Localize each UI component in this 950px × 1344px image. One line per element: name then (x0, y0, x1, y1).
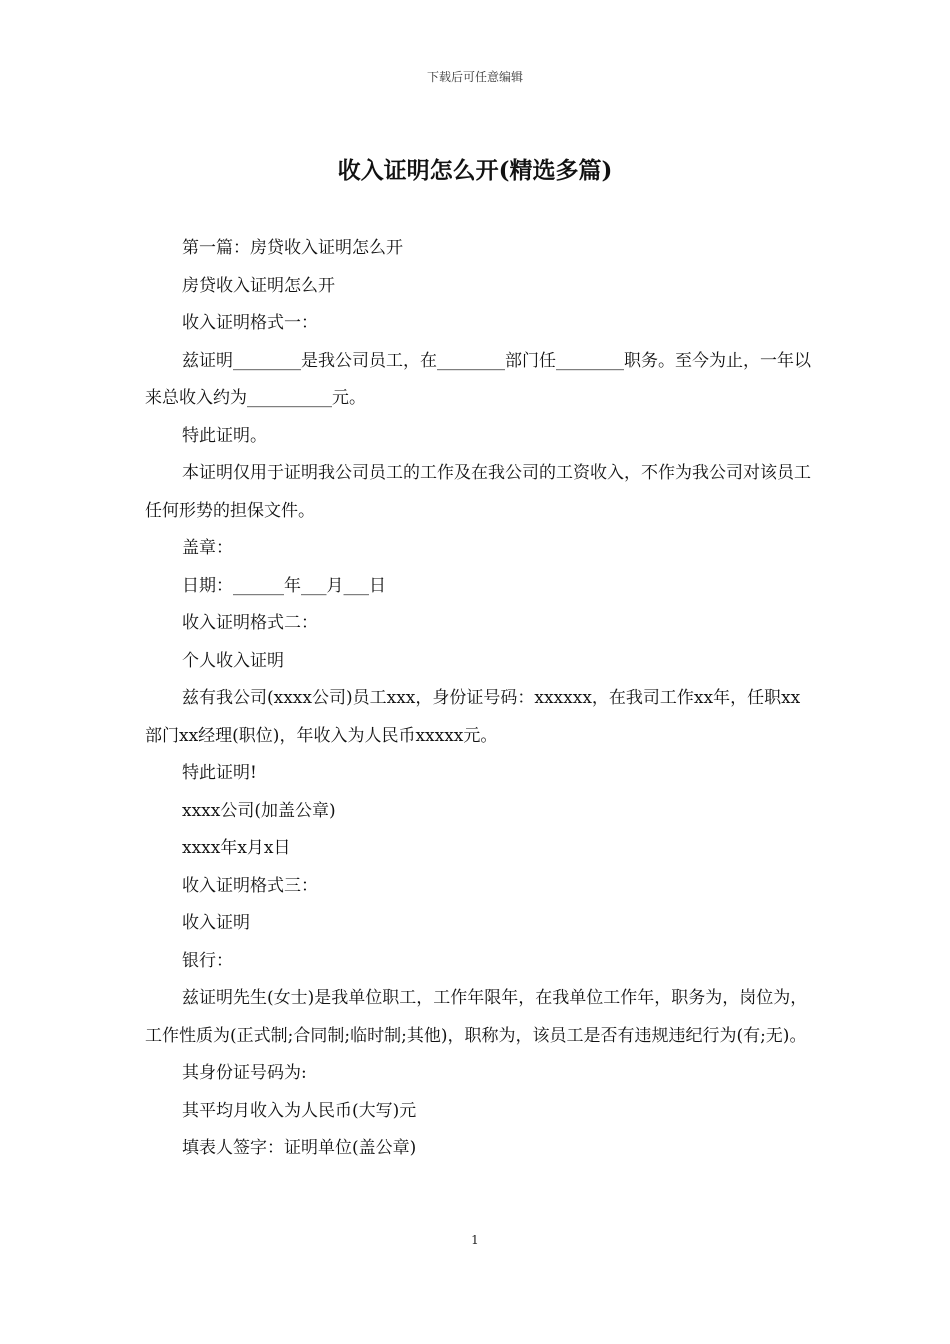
paragraph-personal-income-title: 个人收入证明 (182, 650, 284, 671)
paragraph-format-two-label: 收入证明格式二： (182, 613, 318, 633)
document-title: 收入证明怎么开(精选多篇) (337, 157, 613, 184)
paragraph-subtitle: 房贷收入证明怎么开 (182, 275, 335, 296)
document-body (145, 230, 815, 1168)
paragraph-date: 日期：______年___月___日 (182, 575, 386, 596)
paragraph-signature: 填表人签字：证明单位(盖公章) (182, 1138, 417, 1158)
paragraph-id-number: 其身份证号码为: (182, 1063, 307, 1083)
paragraph-seal: 盖章： (182, 538, 233, 558)
paragraph-certify-employee: 兹证明________是我公司员工，在________部门任________职务。至今为止，一年以来总收入约为__________元。 (145, 350, 811, 408)
paragraph-monthly-income: 其平均月收入为人民币(大写)元 (182, 1100, 417, 1121)
paragraph-format-three-label: 收入证明格式三： (182, 875, 318, 896)
paragraph-hereby-certify-2: 特此证明! (182, 763, 257, 783)
paragraph-disclaimer: 本证明仅用于证明我公司员工的工作及在我公司的工资收入，不作为我公司对该员工任何形势的担保文件。 (145, 463, 811, 521)
paragraph-company-seal: xxxx公司(加盖公章) (182, 800, 336, 821)
header-note: 下载后可任意编辑 (426, 70, 523, 84)
paragraph-section-heading: 第一篇：房贷收入证明怎么开 (182, 238, 403, 258)
paragraph-hereby-certify: 特此证明。 (182, 425, 267, 446)
paragraph-format-one-label: 收入证明格式一： (182, 313, 318, 333)
paragraph-date-2: xxxx年x月x日 (182, 838, 291, 858)
paragraph-employment-details: 兹证明先生(女士)是我单位职工，工作年限年，在我单位工作年，职务为，岗位为，工作性质为(正式制;合同制;临时制;其他)，职称为，该员工是否有违规违纪行为(有;无)。 (145, 988, 808, 1046)
page-number: 1 (471, 1233, 479, 1247)
paragraph-employee-details: 兹有我公司(xxxx公司)员工xxx，身份证号码：xxxxxx，在我司工作xx年，任职xx部门xx经理(职位)，年收入为人民币xxxxx元。 (145, 688, 801, 746)
paragraph-income-certificate-title: 收入证明 (182, 913, 250, 933)
paragraph-bank: 银行： (182, 950, 233, 971)
